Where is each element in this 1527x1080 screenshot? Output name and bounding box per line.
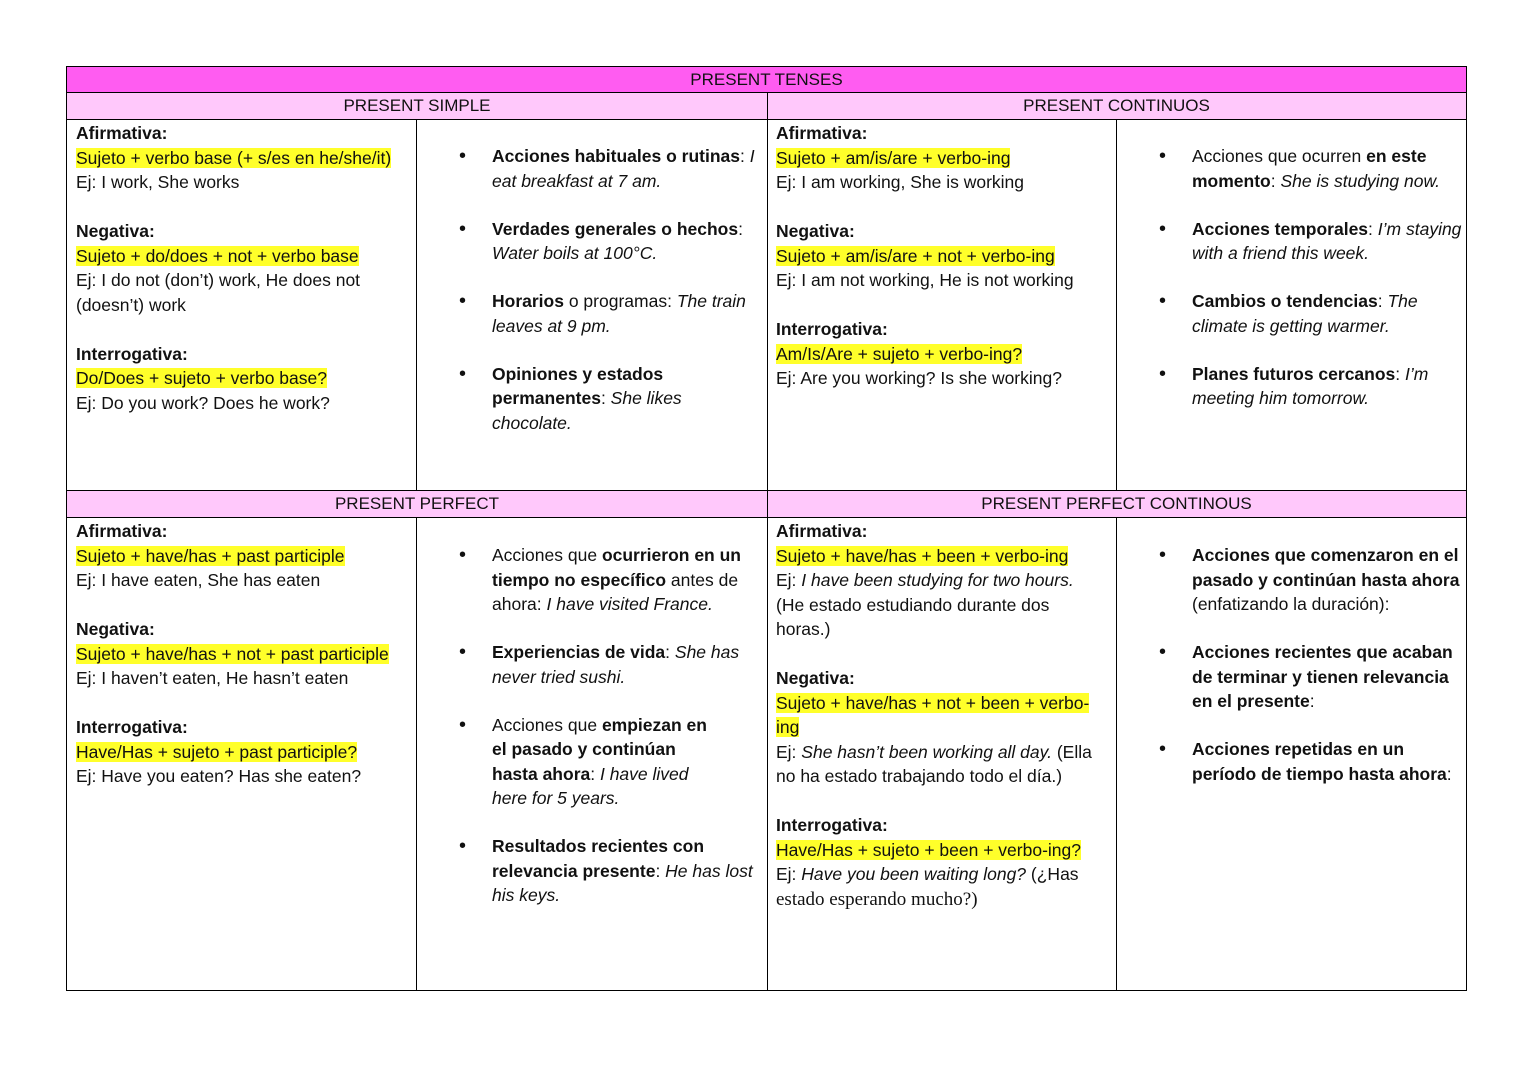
perfect-structure	[76, 519, 414, 789]
list-item: • Horarios o programas: The train leaves at 9 pm.	[417, 289, 757, 338]
afirmativa-example: Ej: I have eaten, She has eaten	[76, 570, 321, 590]
interrogativa-example: Ej: Have you been waiting long? (¿Has estado esperando mucho?)	[776, 864, 1079, 910]
list-item: • Acciones que comenzaron en el pasado y continúan hasta ahora (enfatizando la duración):	[1117, 543, 1462, 617]
list-item: • Acciones temporales: I’m staying with a friend this week.	[1117, 217, 1462, 266]
interrogativa-formula: Have/Has + sujeto + past participle?	[76, 741, 358, 762]
column-divider	[767, 93, 768, 990]
negativa-formula: Sujeto + have/has + not + past participle	[76, 643, 389, 664]
list-item: • Acciones habituales o rutinas: I eat breakfast at 7 am.	[417, 144, 757, 193]
afirmativa-formula: Sujeto + have/has + been + verbo-ing	[776, 545, 1069, 566]
header-present-perfect-continuous: PRESENT PERFECT CONTINOUS	[767, 491, 1466, 518]
negativa-example: Ej: She hasn’t been working all day. (Ella no ha estado trabajando todo el día.)	[776, 741, 1092, 786]
negativa-formula: Sujeto + am/is/are + not + verbo-ing	[776, 245, 1055, 266]
interrogativa-formula: Have/Has + sujeto + been + verbo-ing?	[776, 839, 1081, 860]
perfect-continuous-uses	[1117, 543, 1462, 810]
tenses-table	[66, 66, 1467, 991]
interrogativa-example: Ej: Do you work? Does he work?	[76, 392, 330, 413]
list-item: • Acciones recientes que acaban de terminar y tienen relevancia en el presente:	[1117, 640, 1462, 714]
list-item: • Acciones que ocurren en este momento: She is studying now.	[1117, 144, 1462, 193]
negativa-example: Ej: I am not working, He is not working	[776, 270, 1074, 290]
interrogativa-label: Interrogativa:	[76, 717, 188, 737]
list-item: • Resultados recientes con relevancia presente: He has lost his keys.	[417, 834, 757, 908]
simple-structure	[76, 121, 414, 415]
header-present-simple: PRESENT SIMPLE	[67, 93, 767, 120]
afirmativa-label: Afirmativa:	[776, 123, 868, 143]
interrogativa-formula: Am/Is/Are + sujeto + verbo-ing?	[776, 343, 1023, 364]
negativa-example: Ej: I do not (don’t) work, He does not (doesn’t) work	[76, 270, 361, 315]
list-item: • Cambios o tendencias: The climate is getting warmer.	[1117, 289, 1462, 338]
interrogativa-label: Interrogativa:	[776, 319, 888, 339]
list-item: • Opiniones y estados permanentes: She likes chocolate.	[417, 362, 757, 436]
list-item: • Acciones que empiezan en el pasado y continúan hasta ahora: I have lived here for 5 years.	[417, 713, 757, 811]
afirmativa-formula: Sujeto + am/is/are + verbo-ing	[776, 147, 1011, 168]
negativa-formula: Sujeto + do/does + not + verbo base	[76, 245, 359, 266]
afirmativa-label: Afirmativa:	[76, 521, 168, 541]
list-item: • Verdades generales o hechos: Water boils at 100°C.	[417, 217, 757, 266]
negativa-example: Ej: I haven’t eaten, He hasn’t eaten	[76, 668, 349, 688]
interrogativa-label: Interrogativa:	[776, 815, 888, 835]
negativa-label: Negativa:	[76, 619, 155, 639]
afirmativa-example: Ej: I work, She works	[76, 172, 240, 192]
list-item: • Experiencias de vida: She has never tried sushi.	[417, 640, 757, 689]
perfect-uses	[417, 543, 757, 931]
negativa-formula: Sujeto + have/has + not + been + verbo-ing	[776, 692, 1090, 737]
perfect-continuous-structure	[776, 519, 1106, 912]
afirmativa-formula: Sujeto + have/has + past participle	[76, 545, 345, 566]
interrogativa-label: Interrogativa:	[76, 343, 188, 364]
table-title: PRESENT TENSES	[67, 67, 1466, 93]
afirmativa-example: Ej: I am working, She is working	[776, 172, 1025, 192]
list-item: • Acciones que ocurrieron en un tiempo no específico antes de ahora: I have visited France.	[417, 543, 757, 617]
negativa-label: Negativa:	[776, 668, 855, 688]
simple-uses	[417, 144, 757, 459]
list-item: • Acciones repetidas en un período de tiempo hasta ahora:	[1117, 737, 1462, 786]
continuous-structure	[776, 121, 1114, 391]
afirmativa-label: Afirmativa:	[776, 521, 868, 541]
interrogativa-formula: Do/Does + sujeto + verbo base?	[76, 368, 327, 388]
afirmativa-formula: Sujeto + verbo base (+ s/es en he/she/it)	[76, 147, 392, 168]
header-present-perfect: PRESENT PERFECT	[67, 491, 767, 518]
interrogativa-example: Ej: Are you working? Is she working?	[776, 368, 1062, 388]
interrogativa-example: Ej: Have you eaten? Has she eaten?	[76, 766, 362, 786]
afirmativa-label: Afirmativa:	[76, 123, 168, 143]
negativa-label: Negativa:	[776, 221, 855, 241]
continuous-uses	[1117, 144, 1462, 434]
header-present-continuous: PRESENT CONTINUOS	[767, 93, 1466, 120]
list-item: • Planes futuros cercanos: I’m meeting him tomorrow.	[1117, 362, 1462, 411]
negativa-label: Negativa:	[76, 221, 155, 241]
afirmativa-example: Ej: I have been studying for two hours. (He estado estudiando durante dos horas.)	[776, 570, 1074, 639]
